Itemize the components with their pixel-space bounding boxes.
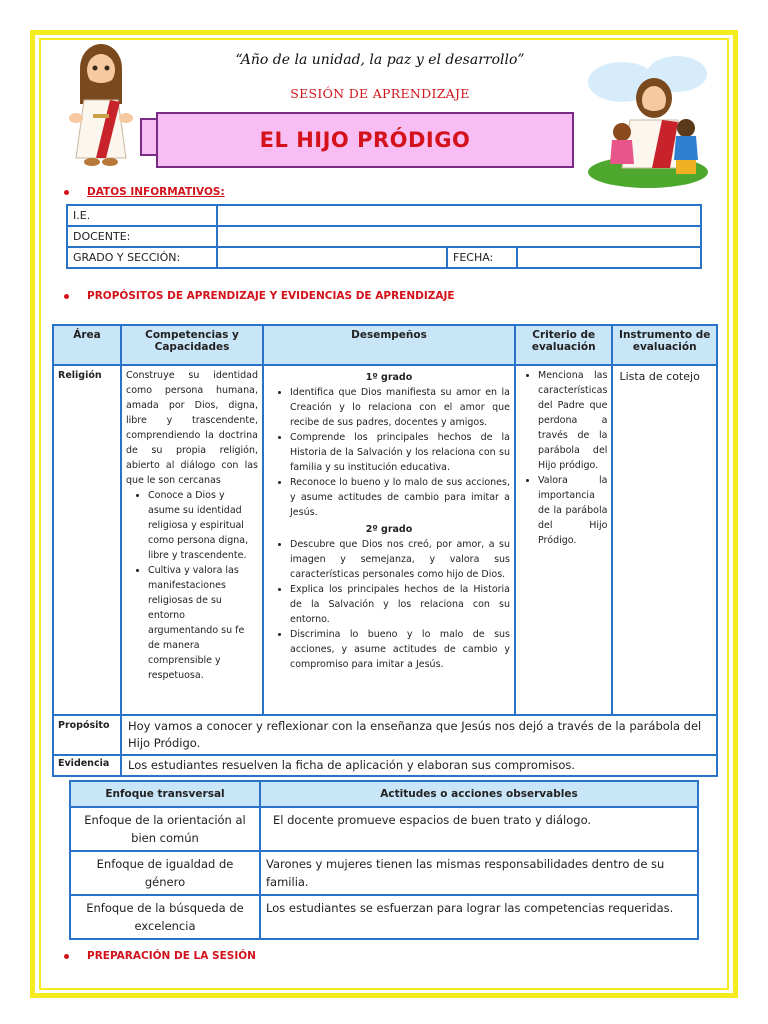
jesus-children-illustration bbox=[582, 44, 714, 192]
ie-value bbox=[217, 205, 701, 226]
desempeno-item: • Comprende los principales hechos de la Historia de la Salvación y los relaciona con su familia y su institución educativa. bbox=[290, 430, 510, 475]
evidencia-label: Evidencia bbox=[53, 755, 121, 776]
bullet-icon bbox=[64, 294, 69, 299]
criterio-item: • Valora la importancia de la parábola del Hijo Pródigo. bbox=[538, 473, 607, 548]
header-desempenos: Desempeños bbox=[263, 325, 515, 365]
enfoque-header: Enfoque transversal bbox=[70, 781, 260, 807]
propositos-heading-row bbox=[64, 290, 455, 302]
grado-value bbox=[217, 247, 447, 268]
desempeno-item: • Discrimina lo bueno y lo malo de sus acciones, y asume actitudes de cambio y compromiso para imitar a Jesús. bbox=[290, 627, 510, 672]
header-instrumento: Instrumento de evaluación bbox=[612, 325, 717, 365]
ie-label: I.E. bbox=[67, 205, 217, 226]
enfoque-name: Enfoque de la orientación al bien común bbox=[70, 807, 260, 851]
propositos-heading: PROPÓSITOS DE APRENDIZAJE Y EVIDENCIAS DE APRENDIZAJE bbox=[87, 290, 455, 302]
evidencia-text: Los estudiantes resuelven la ficha de aplicación y elaboran sus compromisos. bbox=[121, 755, 717, 776]
instrumento-value: Lista de cotejo bbox=[612, 365, 717, 715]
desempeno-item: • Reconoce lo bueno y lo malo de sus acciones, y asume actitudes de cambio para imitar a Jesús. bbox=[290, 475, 510, 520]
jesus-illustration bbox=[60, 40, 142, 170]
proposito-text: Hoy vamos a conocer y reflexionar con la enseñanza que Jesús nos dejó a través de la parábola del Hijo Pródigo. bbox=[121, 715, 717, 755]
bullet-icon bbox=[64, 954, 69, 959]
criterio-item: • Menciona las características del Padre que perdona a través de la parábola del Hijo pródigo. bbox=[538, 368, 607, 473]
session-title: EL HIJO PRÓDIGO bbox=[259, 128, 471, 152]
actitudes-header: Actitudes o acciones observables bbox=[260, 781, 698, 807]
datos-heading-row bbox=[64, 186, 225, 198]
title-banner bbox=[156, 112, 574, 168]
enfoque-actitud: Varones y mujeres tienen las mismas responsabilidades dentro de su familia. bbox=[260, 851, 698, 895]
docente-value bbox=[217, 226, 701, 247]
enfoques-table bbox=[69, 780, 699, 940]
desempeno-item: • Explica los principales hechos de la Historia de la Salvación y los relaciona con su entorno. bbox=[290, 582, 510, 627]
header-criterio: Criterio de evaluación bbox=[515, 325, 612, 365]
datos-heading: DATOS INFORMATIVOS: bbox=[87, 186, 225, 198]
desempeno-item: • Descubre que Dios nos creó, por amor, a su imagen y semejanza, y valora sus características personales como hijo de Dios. bbox=[290, 537, 510, 582]
docente-label: DOCENTE: bbox=[67, 226, 217, 247]
datos-table bbox=[66, 204, 702, 269]
header-competencias: Competencias y Capacidades bbox=[121, 325, 263, 365]
preparacion-heading-row bbox=[64, 950, 256, 962]
grado1-title: 1º grado bbox=[365, 372, 413, 383]
competencias-cell bbox=[121, 365, 263, 715]
area-value: Religión bbox=[53, 365, 121, 715]
year-motto: “Año de la unidad, la paz y el desarrollo” bbox=[235, 52, 525, 68]
fecha-label: FECHA: bbox=[447, 247, 517, 268]
preparacion-heading: PREPARACIÓN DE LA SESIÓN bbox=[87, 950, 256, 962]
competencia-text: Construye su identidad como persona humana, amada por Dios, digna, libre y trascendente, comprendiendo la doctrina de su propia religión, abierto al diálogo con las que le son cercanas bbox=[126, 370, 258, 486]
bullet-icon bbox=[64, 190, 69, 195]
enfoque-actitud: El docente promueve espacios de buen trato y diálogo. bbox=[260, 807, 698, 851]
session-label: SESIÓN DE APRENDIZAJE bbox=[290, 86, 470, 101]
header-area: Área bbox=[53, 325, 121, 365]
propositos-table bbox=[52, 324, 718, 777]
criterio-cell bbox=[515, 365, 612, 715]
grado2-title: 2º grado bbox=[365, 524, 413, 535]
grado-label: GRADO Y SECCIÓN: bbox=[67, 247, 217, 268]
fecha-value bbox=[517, 247, 701, 268]
desempeno-item: • Identifica que Dios manifiesta su amor en la Creación y lo relaciona con el amor que recibe de sus padres, docentes y amigos. bbox=[290, 385, 510, 430]
capacidad-item: • Conoce a Dios y asume su identidad religiosa y espiritual como persona digna, libre y trascendente. bbox=[148, 488, 258, 563]
proposito-label: Propósito bbox=[53, 715, 121, 755]
enfoque-name: Enfoque de la búsqueda de excelencia bbox=[70, 895, 260, 939]
enfoque-name: Enfoque de igualdad de género bbox=[70, 851, 260, 895]
desempenos-cell bbox=[263, 365, 515, 715]
enfoque-actitud: Los estudiantes se esfuerzan para lograr las competencias requeridas. bbox=[260, 895, 698, 939]
capacidad-item: • Cultiva y valora las manifestaciones religiosas de su entorno argumentando su fe de manera comprensible y respetuosa. bbox=[148, 563, 258, 683]
